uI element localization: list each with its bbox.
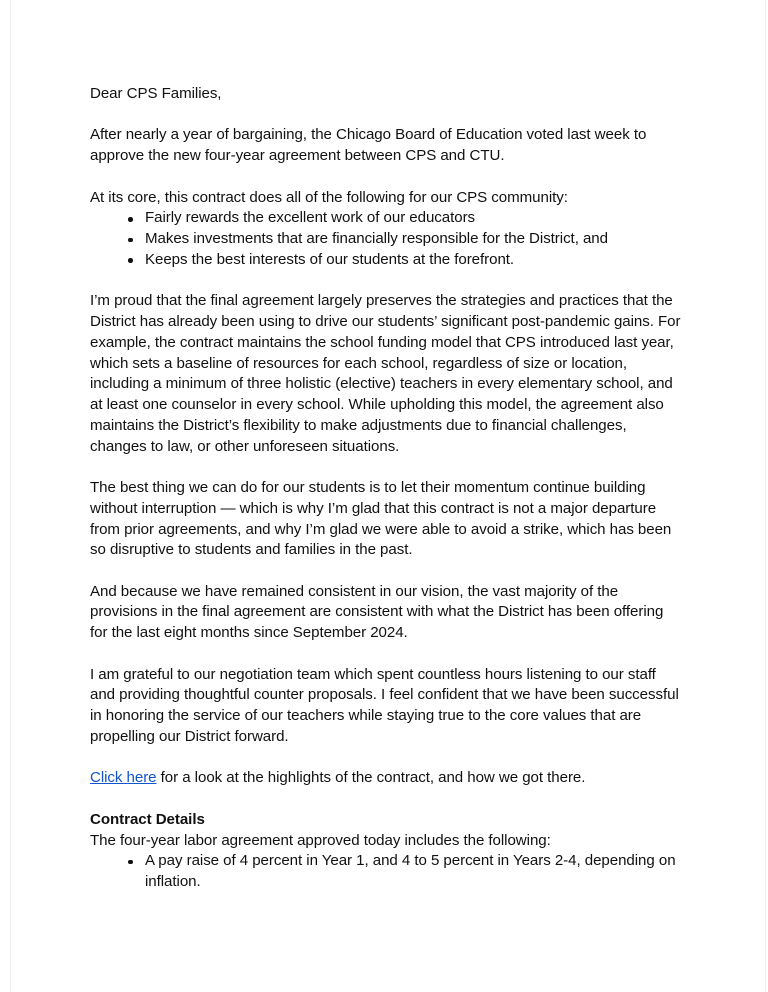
paragraph-core-lead: At its core, this contract does all of the following for our CPS community: xyxy=(90,188,568,206)
contract-details-heading: Contract Details xyxy=(90,810,205,828)
paragraph-intro: After nearly a year of bargaining, the Chicago Board of Education voted last week to approve the new four-year agreement between CPS and CTU. xyxy=(90,126,647,165)
contract-details-lead: The four-year labor agreement approved today includes the following: xyxy=(90,831,551,849)
list-item xyxy=(90,250,682,271)
click-here-link[interactable]: Click here xyxy=(90,769,157,787)
highlights-line-rest: for a look at the highlights of the contract, and how we got there. xyxy=(156,769,586,787)
list-item-label: Makes investments that are financially responsible for the District, and xyxy=(145,230,608,248)
contract-details-list xyxy=(90,851,682,893)
list-item-label: A pay raise of 4 percent in Year 1, and 4 to 5 percent in Years 2-4, depending on inflation. xyxy=(145,852,676,890)
highlights-line xyxy=(90,768,682,789)
list-item xyxy=(90,208,682,229)
list-item xyxy=(90,851,682,893)
core-benefits-list xyxy=(90,208,682,270)
paragraph-gratitude: I am grateful to our negotiation team which spent countless hours listening to our staff and providing thoughtful counter proposals. I feel confident that we have been successful in honoring the service of our teachers while staying true to the core values that are propelling our District forward. xyxy=(90,665,679,745)
list-item-label: Keeps the best interests of our students at the forefront. xyxy=(145,250,515,268)
paragraph-consistent: And because we have remained consistent in our vision, the vast majority of the provisions in the final agreement are consistent with what the District has been offering for the last eight months since September 2024. xyxy=(90,582,664,642)
paragraph-preserves: I’m proud that the final agreement largely preserves the strategies and practices that the District has already been using to drive our students’ significant post-pandemic gains. For example, the contract maintains the school funding model that CPS introduced last year, which sets a baseline of resources for each school, regardless of size or location, including a minimum of three holistic (elective) teachers in every elementary school, and at least one counselor in every school. While upholding this model, the agreement also maintains the District’s flexibility to make adjustments due to financial challenges, changes to law, or other unforeseen situations. xyxy=(90,292,681,455)
list-item xyxy=(90,229,682,250)
salutation: Dear CPS Families, xyxy=(90,85,222,102)
list-item-label: Fairly rewards the excellent work of our educators xyxy=(145,209,476,227)
document-page xyxy=(10,0,766,992)
letter-body xyxy=(90,84,682,893)
paragraph-momentum: The best thing we can do for our students is to let their momentum continue building without interruption — which is why I’m glad that this contract is not a major departure from prior agreements, and why I’m glad we were able to avoid a strike, which has been so disruptive to students and families in the past. xyxy=(90,479,672,559)
